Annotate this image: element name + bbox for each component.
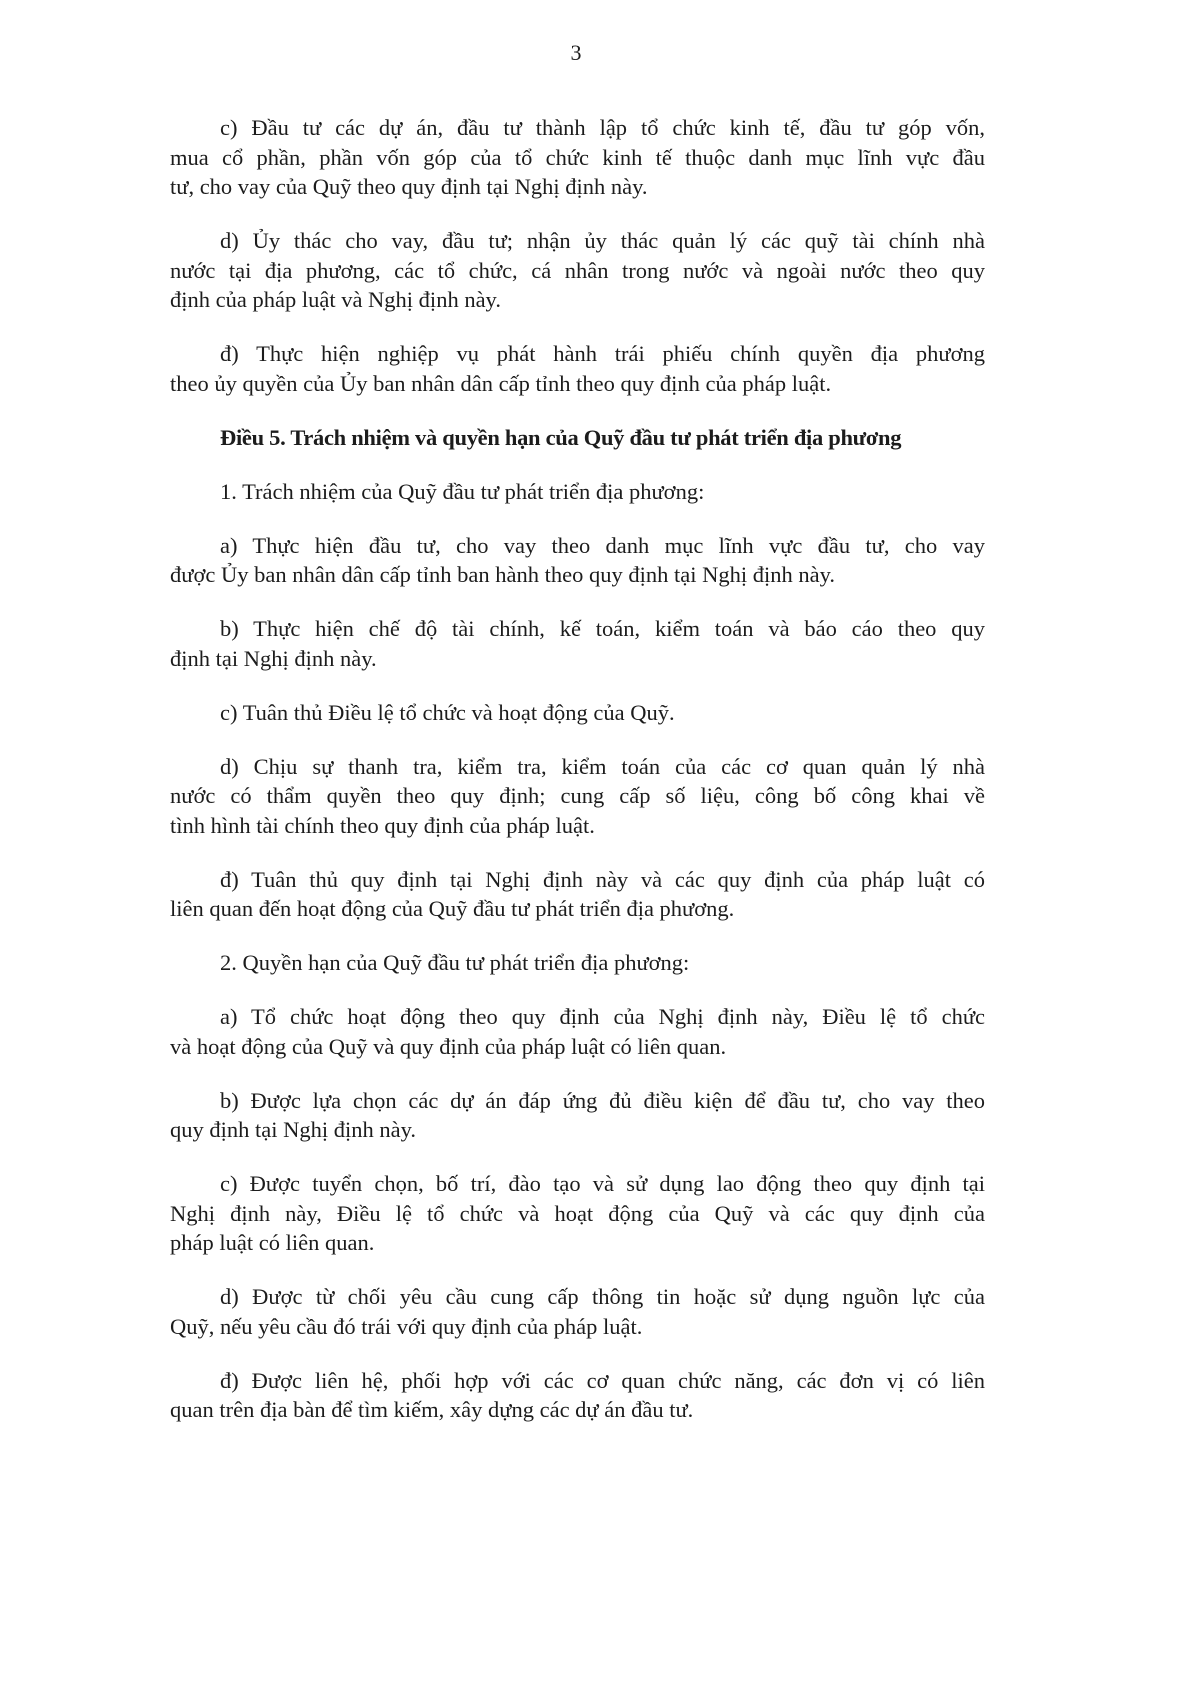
text-line: c) Được tuyển chọn, bố trí, đào tạo và sử dụng lao động theo quy định tại: [220, 1171, 985, 1196]
article-heading: [170, 423, 985, 453]
text-line: liên quan đến hoạt động của Quỹ đầu tư phát triển địa phương.: [170, 896, 735, 921]
paragraph: [170, 1169, 985, 1258]
text-line: b) Được lựa chọn các dự án đáp ứng đủ điều kiện để đầu tư, cho vay theo: [220, 1087, 985, 1113]
text-line: a) Tổ chức hoạt động theo quy định của Nghị định này, Điều lệ tổ chức: [220, 1004, 985, 1029]
text-line: d) Được từ chối yêu cầu cung cấp thông tin hoặc sử dụng nguồn lực của: [220, 1284, 985, 1309]
text-line: a) Thực hiện đầu tư, cho vay theo danh mục lĩnh vực đầu tư, cho vay: [220, 532, 985, 558]
text-line: tư, cho vay của Quỹ theo quy định tại Nghị định này.: [170, 174, 648, 199]
text-line: đ) Được liên hệ, phối hợp với các cơ quan chức năng, các đơn vị có liên: [220, 1367, 985, 1393]
paragraph: [170, 1282, 985, 1341]
document-body: [170, 113, 985, 1425]
text-line: được Ủy ban nhân dân cấp tỉnh ban hành theo quy định tại Nghị định này.: [170, 562, 835, 587]
paragraph: [170, 614, 985, 673]
text-line: 2. Quyền hạn của Quỹ đầu tư phát triển địa phương:: [220, 950, 690, 975]
paragraph: [170, 752, 985, 841]
paragraph: [170, 226, 985, 315]
text-line: b) Thực hiện chế độ tài chính, kế toán, kiểm toán và báo cáo theo quy: [220, 616, 985, 641]
text-line: đ) Thực hiện nghiệp vụ phát hành trái phiếu chính quyền địa phương: [220, 341, 985, 366]
text-line: nước tại địa phương, các tổ chức, cá nhân trong nước và ngoài nước theo quy: [170, 257, 985, 283]
text-line: mua cổ phần, phần vốn góp của tổ chức kinh tế thuộc danh mục lĩnh vực đầu: [170, 144, 985, 170]
paragraph: [170, 948, 985, 978]
text-line: quy định tại Nghị định này.: [170, 1117, 417, 1142]
paragraph: [170, 113, 985, 202]
paragraph: [170, 865, 985, 924]
paragraph: [170, 531, 985, 590]
page-number: 3: [570, 40, 582, 65]
text-line: d) Chịu sự thanh tra, kiểm tra, kiểm toán của các cơ quan quản lý nhà: [220, 753, 985, 779]
paragraph: [170, 698, 985, 728]
text-line: pháp luật có liên quan.: [170, 1230, 375, 1255]
text-line: quan trên địa bàn để tìm kiếm, xây dựng các dự án đầu tư.: [170, 1397, 694, 1422]
paragraph: [170, 477, 985, 507]
text-line: và hoạt động của Quỹ và quy định của pháp luật có liên quan.: [170, 1033, 727, 1059]
text-line: đ) Tuân thủ quy định tại Nghị định này và các quy định của pháp luật có: [220, 866, 985, 892]
text-line: theo ủy quyền của Ủy ban nhân dân cấp tỉnh theo quy định của pháp luật.: [170, 370, 832, 396]
text-line: c) Tuân thủ Điều lệ tổ chức và hoạt động của Quỹ.: [220, 699, 675, 725]
paragraph: [170, 339, 985, 398]
text-line: Nghị định này, Điều lệ tổ chức và hoạt động của Quỹ và các quy định của: [170, 1200, 985, 1226]
text-line: Quỹ, nếu yêu cầu đó trái với quy định của pháp luật.: [170, 1313, 643, 1339]
text-line: c) Đầu tư các dự án, đầu tư thành lập tổ chức kinh tế, đầu tư góp vốn,: [220, 115, 985, 140]
paragraph: [170, 1086, 985, 1145]
text-line: tình hình tài chính theo quy định của pháp luật.: [170, 812, 595, 838]
text-line: d) Ủy thác cho vay, đầu tư; nhận ủy thác quản lý các quỹ tài chính nhà: [220, 228, 985, 253]
text-line: nước có thẩm quyền theo quy định; cung cấp số liệu, công bố công khai về: [170, 783, 985, 808]
text-line: 1. Trách nhiệm của Quỹ đầu tư phát triển địa phương:: [220, 478, 705, 504]
paragraph: [170, 1366, 985, 1425]
paragraph: [170, 1002, 985, 1061]
text-line: định tại Nghị định này.: [170, 645, 377, 671]
text-line: Điều 5. Trách nhiệm và quyền hạn của Quỹ đầu tư phát triển địa phương: [220, 424, 902, 450]
text-line: định của pháp luật và Nghị định này.: [170, 287, 501, 312]
